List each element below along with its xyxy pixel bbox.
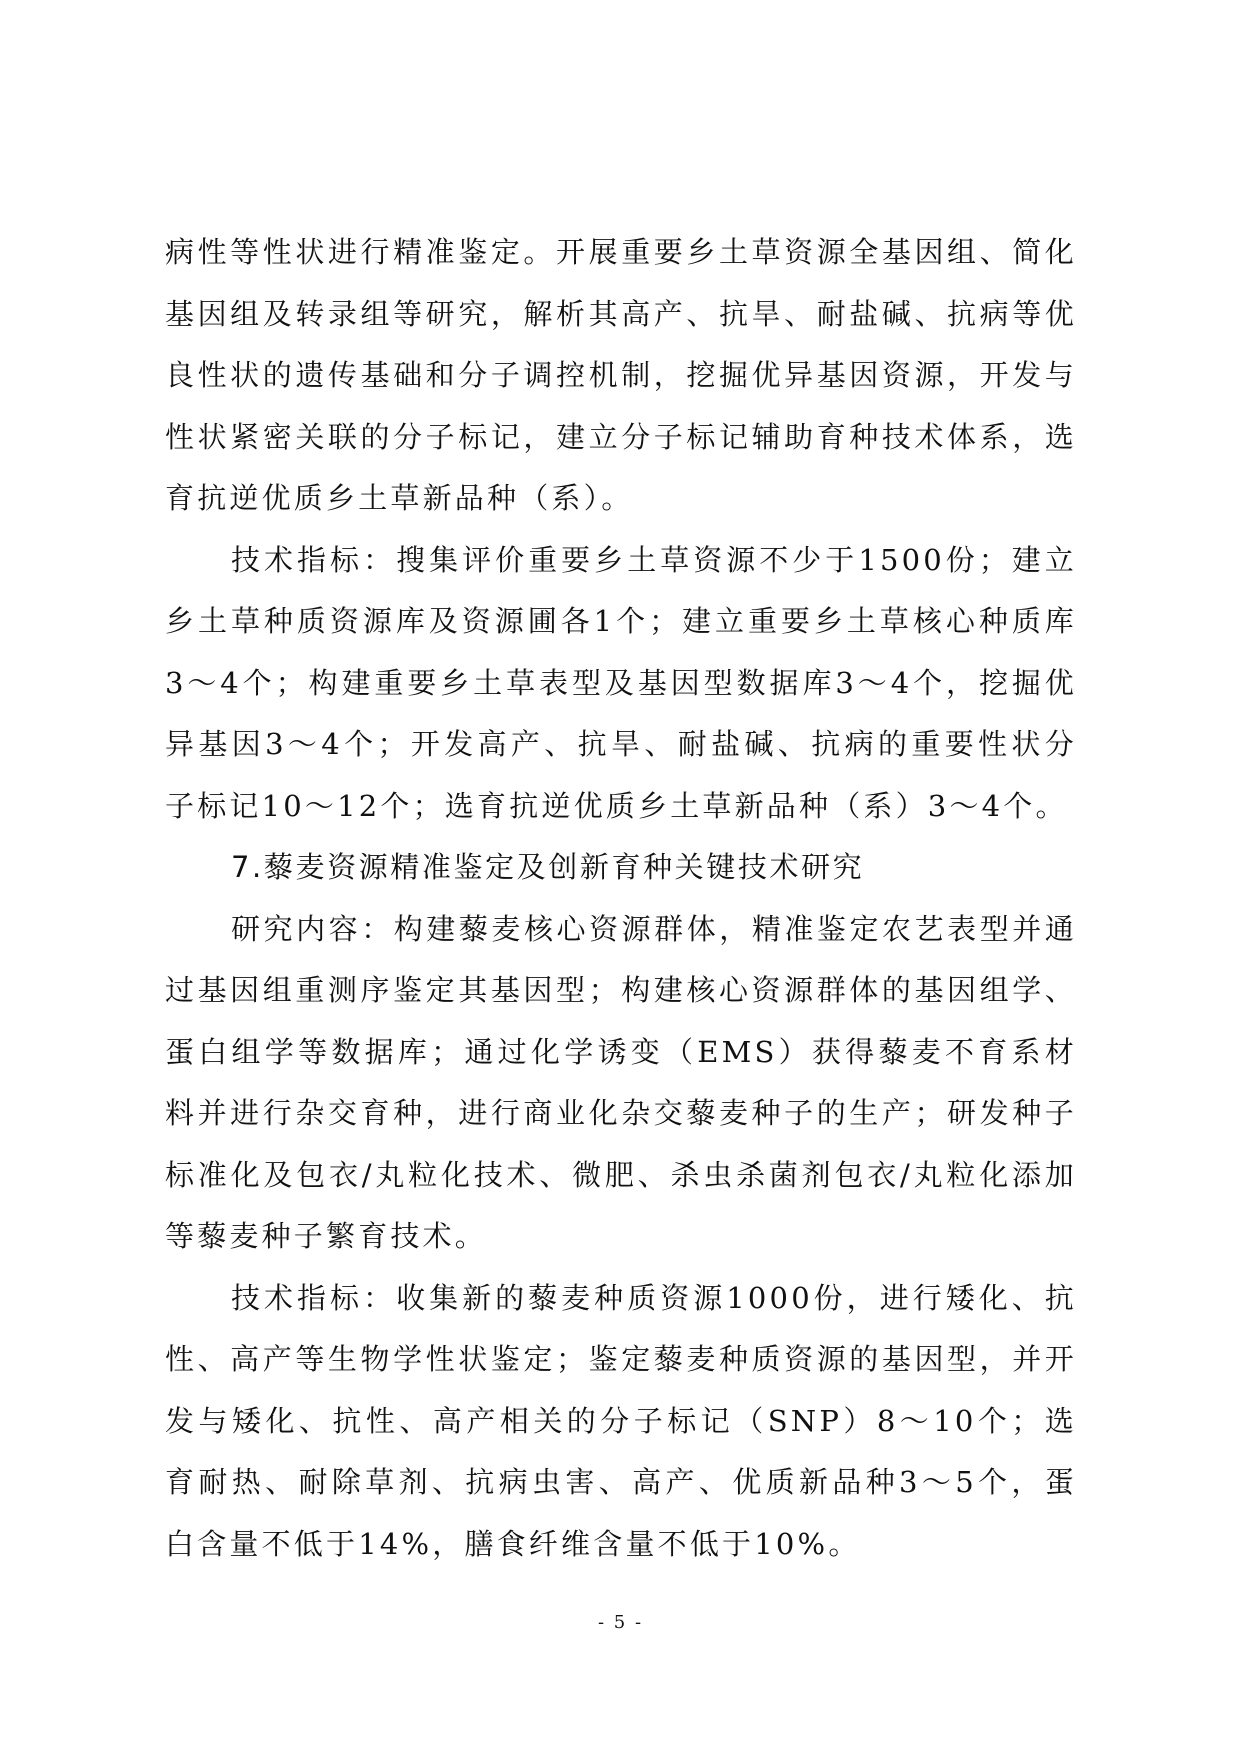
page-number: - 5 - — [597, 1612, 644, 1633]
section-heading-quinoa: 7.藜麦资源精准鉴定及创新育种关键技术研究 — [231, 850, 865, 884]
document-body — [165, 222, 1077, 1575]
paragraph-research-content-quinoa: 研究内容：构建藜麦核心资源群体，精准鉴定农艺表型并通过基因组重测序鉴定其基因型；构建核心资源群体的基因组学、蛋白组学等数据库；通过化学诱变（EMS）获得藜麦不育系材料并进行杂交育种，进行商业化杂交藜麦种子的生产；研发种子标准化及包衣/丸粒化技术、微肥、杀虫杀菌剂包衣/丸粒化添加等藜麦种子繁育技术。 — [165, 911, 1077, 1253]
paragraph-technical-indicators-native-grass: 技术指标：搜集评价重要乡土草资源不少于1500份；建立乡土草种质资源库及资源圃各1个；建立重要乡土草核心种质库3～4个；构建重要乡土草表型及基因型数据库3～4个，挖掘优异基因3～4个；开发高产、抗旱、耐盐碱、抗病的重要性状分子标记10～12个；选育抗逆优质乡土草新品种（系）3～4个。 — [165, 542, 1077, 823]
paragraph-continuation: 病性等性状进行精准鉴定。开展重要乡土草资源全基因组、简化基因组及转录组等研究，解析其高产、抗旱、耐盐碱、抗病等优良性状的遗传基础和分子调控机制，挖掘优异基因资源，开发与性状紧密关联的分子标记，建立分子标记辅助育种技术体系，选育抗逆优质乡土草新品种（系）。 — [165, 235, 1077, 515]
paragraph-technical-indicators-quinoa: 技术指标：收集新的藜麦种质资源1000份，进行矮化、抗性、高产等生物学性状鉴定；鉴定藜麦种质资源的基因型，并开发与矮化、抗性、高产相关的分子标记（SNP）8～10个；选育耐热、耐除草剂、抗病虫害、高产、优质新品种3～5个，蛋白含量不低于14%，膳食纤维含量不低于10%。 — [165, 1280, 1077, 1561]
